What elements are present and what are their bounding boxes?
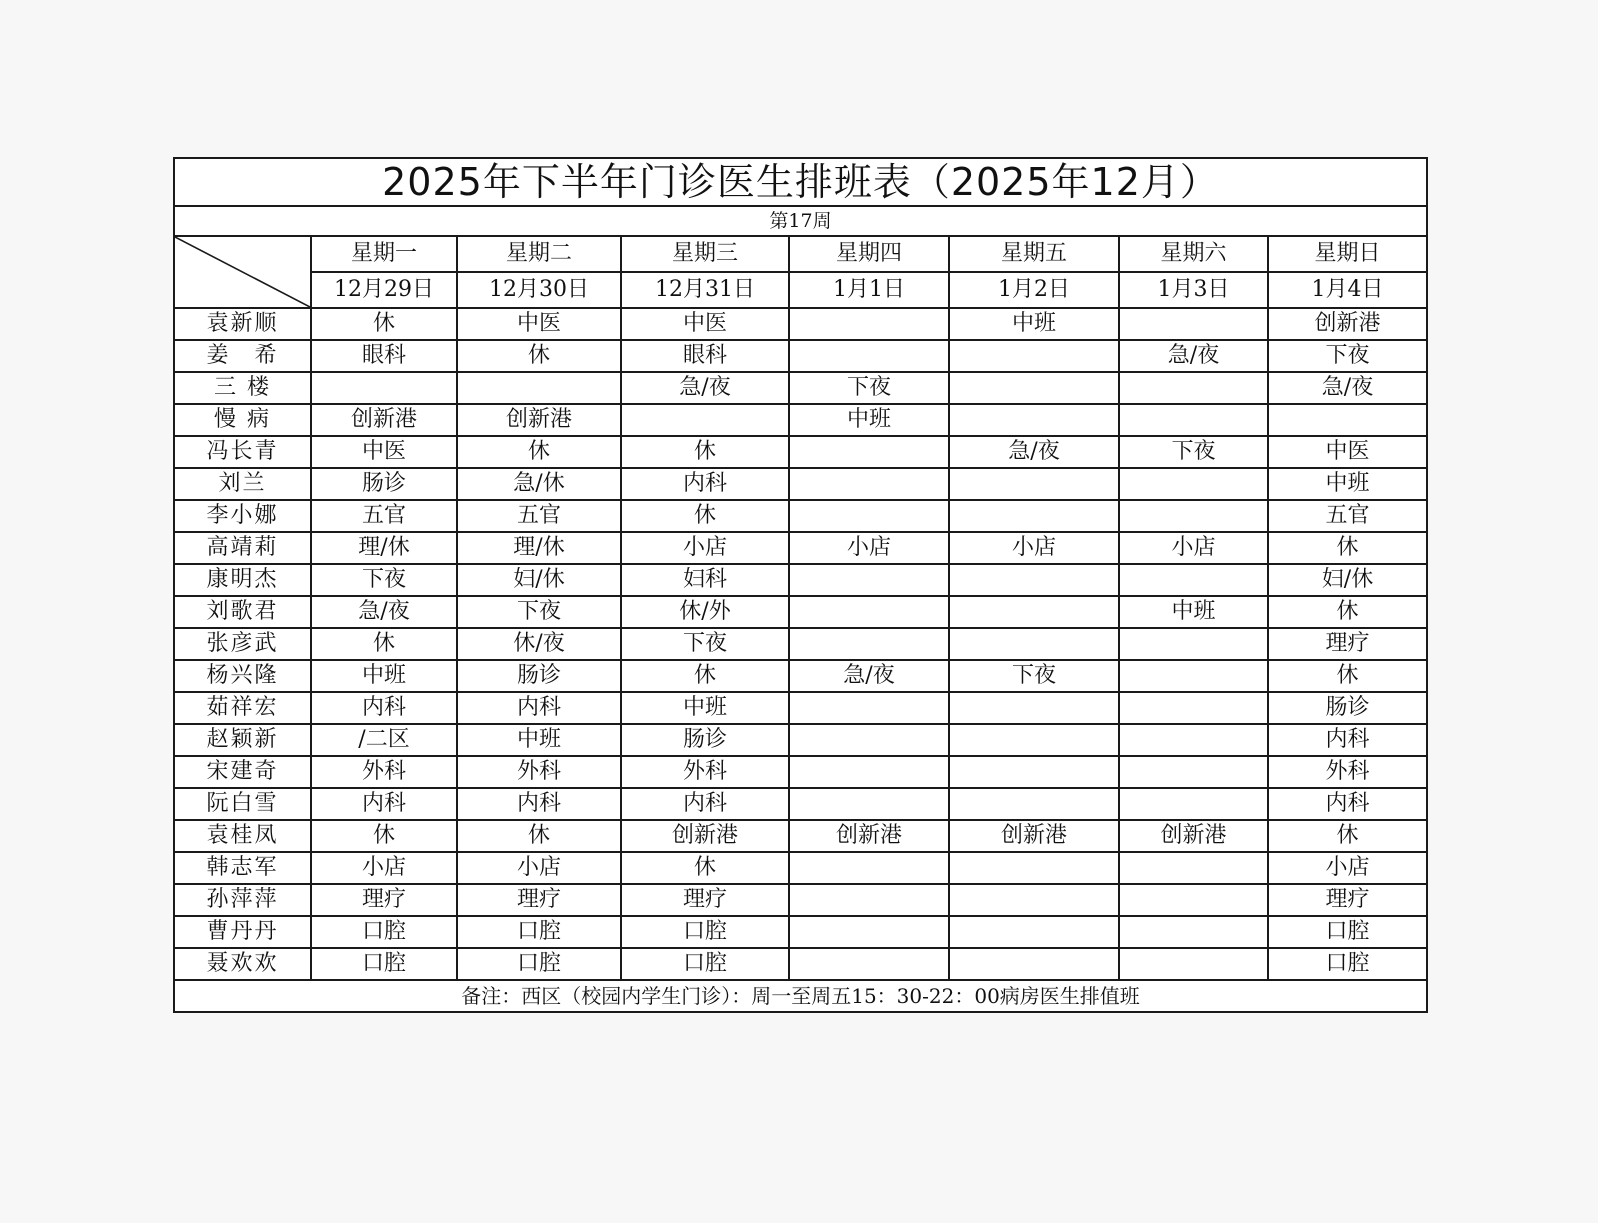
shift-cell: 中班 xyxy=(1119,596,1268,628)
shift-cell: 急/夜 xyxy=(311,596,457,628)
doctor-name: 刘歌君 xyxy=(174,596,311,628)
shift-cell: 口腔 xyxy=(457,948,621,980)
doctor-name: 赵颖新 xyxy=(174,724,311,756)
shift-cell xyxy=(1119,500,1268,532)
doctor-name: 康明杰 xyxy=(174,564,311,596)
doctor-name: 茹祥宏 xyxy=(174,692,311,724)
shift-cell: 中医 xyxy=(621,308,789,340)
shift-cell: 中班 xyxy=(949,308,1119,340)
shift-cell: 外科 xyxy=(1268,756,1427,788)
shift-cell xyxy=(789,340,949,372)
shift-cell xyxy=(1119,308,1268,340)
shift-cell: 下夜 xyxy=(1119,436,1268,468)
shift-cell: 休 xyxy=(1268,596,1427,628)
shift-cell xyxy=(311,372,457,404)
shift-cell: 口腔 xyxy=(1268,916,1427,948)
shift-cell xyxy=(949,340,1119,372)
shift-cell xyxy=(949,788,1119,820)
shift-cell xyxy=(789,628,949,660)
shift-cell: 休 xyxy=(457,820,621,852)
page-title: 2025年下半年门诊医生排班表（2025年12月） xyxy=(174,158,1427,206)
shift-cell xyxy=(949,500,1119,532)
shift-cell: 理疗 xyxy=(1268,628,1427,660)
shift-cell xyxy=(1268,404,1427,436)
shift-cell: 创新港 xyxy=(1268,308,1427,340)
shift-cell xyxy=(949,884,1119,916)
shift-cell: 下夜 xyxy=(311,564,457,596)
shift-cell: 下夜 xyxy=(949,660,1119,692)
shift-cell xyxy=(949,724,1119,756)
table-row xyxy=(174,468,1427,500)
shift-cell xyxy=(1119,916,1268,948)
shift-cell: 肠诊 xyxy=(457,660,621,692)
date-header: 12月30日 xyxy=(457,272,621,308)
table-row xyxy=(174,372,1427,404)
footer-note: 备注：西区（校园内学生门诊）：周一至周五15：30-22：00病房医生排值班 xyxy=(174,980,1427,1012)
shift-cell: 外科 xyxy=(457,756,621,788)
weekday-header: 星期五 xyxy=(949,236,1119,272)
shift-cell: 下夜 xyxy=(457,596,621,628)
shift-cell: 外科 xyxy=(311,756,457,788)
shift-cell xyxy=(949,372,1119,404)
shift-cell: 休/夜 xyxy=(457,628,621,660)
shift-cell xyxy=(949,468,1119,500)
table-row xyxy=(174,564,1427,596)
shift-cell: 休 xyxy=(621,660,789,692)
shift-cell xyxy=(457,372,621,404)
shift-cell: 理疗 xyxy=(457,884,621,916)
shift-cell: 小店 xyxy=(457,852,621,884)
shift-cell: 小店 xyxy=(949,532,1119,564)
weekday-header: 星期六 xyxy=(1119,236,1268,272)
shift-cell: 五官 xyxy=(457,500,621,532)
shift-cell: 理疗 xyxy=(311,884,457,916)
date-header: 1月4日 xyxy=(1268,272,1427,308)
shift-cell: 休/外 xyxy=(621,596,789,628)
shift-cell: /二区 xyxy=(311,724,457,756)
shift-cell: 内科 xyxy=(1268,788,1427,820)
shift-cell: 休 xyxy=(1268,660,1427,692)
doctor-name: 韩志军 xyxy=(174,852,311,884)
shift-cell: 小店 xyxy=(621,532,789,564)
shift-cell xyxy=(1119,692,1268,724)
shift-cell: 口腔 xyxy=(311,948,457,980)
shift-cell: 中班 xyxy=(1268,468,1427,500)
table-row xyxy=(174,788,1427,820)
shift-cell: 休 xyxy=(621,500,789,532)
table-row xyxy=(174,852,1427,884)
shift-cell: 中医 xyxy=(457,308,621,340)
shift-cell xyxy=(1119,724,1268,756)
table-row xyxy=(174,532,1427,564)
shift-cell: 中班 xyxy=(789,404,949,436)
shift-cell: 中班 xyxy=(621,692,789,724)
shift-cell xyxy=(1119,852,1268,884)
table-row xyxy=(174,820,1427,852)
doctor-name: 宋建奇 xyxy=(174,756,311,788)
date-header: 12月29日 xyxy=(311,272,457,308)
shift-cell xyxy=(789,468,949,500)
shift-cell: 肠诊 xyxy=(1268,692,1427,724)
doctor-name: 三 楼 xyxy=(174,372,311,404)
shift-cell: 五官 xyxy=(1268,500,1427,532)
schedule-table xyxy=(173,157,1428,1013)
shift-cell: 休 xyxy=(621,852,789,884)
table-row xyxy=(174,884,1427,916)
table-row xyxy=(174,628,1427,660)
table-row xyxy=(174,916,1427,948)
shift-cell xyxy=(789,788,949,820)
shift-cell xyxy=(1119,884,1268,916)
shift-cell: 急/夜 xyxy=(1119,340,1268,372)
shift-cell: 口腔 xyxy=(621,948,789,980)
doctor-name: 聂欢欢 xyxy=(174,948,311,980)
date-header: 1月3日 xyxy=(1119,272,1268,308)
shift-cell: 内科 xyxy=(621,468,789,500)
shift-cell: 创新港 xyxy=(311,404,457,436)
shift-cell xyxy=(789,916,949,948)
shift-cell xyxy=(1119,468,1268,500)
table-row xyxy=(174,340,1427,372)
shift-cell: 中班 xyxy=(311,660,457,692)
date-header: 1月1日 xyxy=(789,272,949,308)
schedule-sheet xyxy=(173,157,1426,1013)
shift-cell xyxy=(949,852,1119,884)
doctor-name: 冯长青 xyxy=(174,436,311,468)
shift-cell: 创新港 xyxy=(457,404,621,436)
shift-cell xyxy=(949,692,1119,724)
shift-cell: 眼科 xyxy=(311,340,457,372)
shift-cell: 急/夜 xyxy=(621,372,789,404)
shift-cell: 内科 xyxy=(1268,724,1427,756)
shift-cell xyxy=(949,916,1119,948)
table-row xyxy=(174,724,1427,756)
doctor-name: 李小娜 xyxy=(174,500,311,532)
shift-cell: 中班 xyxy=(457,724,621,756)
doctor-name: 阮白雪 xyxy=(174,788,311,820)
shift-cell: 休 xyxy=(457,436,621,468)
shift-cell: 理疗 xyxy=(621,884,789,916)
shift-cell: 内科 xyxy=(621,788,789,820)
weekday-header: 星期四 xyxy=(789,236,949,272)
doctor-name: 张彦武 xyxy=(174,628,311,660)
shift-cell xyxy=(789,756,949,788)
shift-cell xyxy=(789,948,949,980)
shift-cell xyxy=(1119,564,1268,596)
doctor-name: 杨兴隆 xyxy=(174,660,311,692)
shift-cell: 中医 xyxy=(311,436,457,468)
doctor-name: 高靖莉 xyxy=(174,532,311,564)
doctor-name: 姜 希 xyxy=(174,340,311,372)
shift-cell: 急/夜 xyxy=(789,660,949,692)
shift-cell: 休 xyxy=(621,436,789,468)
shift-cell: 口腔 xyxy=(311,916,457,948)
corner-diagonal-cell xyxy=(174,236,311,308)
week-label: 第17周 xyxy=(174,206,1427,236)
table-row xyxy=(174,404,1427,436)
shift-cell: 外科 xyxy=(621,756,789,788)
shift-cell: 妇科 xyxy=(621,564,789,596)
shift-cell: 肠诊 xyxy=(621,724,789,756)
weekday-header: 星期三 xyxy=(621,236,789,272)
shift-cell xyxy=(789,692,949,724)
shift-cell: 口腔 xyxy=(621,916,789,948)
shift-cell: 下夜 xyxy=(789,372,949,404)
shift-cell xyxy=(789,308,949,340)
shift-cell: 内科 xyxy=(311,788,457,820)
shift-cell xyxy=(1119,660,1268,692)
shift-cell: 创新港 xyxy=(789,820,949,852)
doctor-name: 孙萍萍 xyxy=(174,884,311,916)
shift-cell: 休 xyxy=(457,340,621,372)
shift-cell: 中医 xyxy=(1268,436,1427,468)
shift-cell: 急/休 xyxy=(457,468,621,500)
shift-cell: 理/休 xyxy=(457,532,621,564)
shift-cell: 理/休 xyxy=(311,532,457,564)
shift-cell: 内科 xyxy=(311,692,457,724)
shift-cell: 急/夜 xyxy=(1268,372,1427,404)
shift-cell: 眼科 xyxy=(621,340,789,372)
shift-cell: 创新港 xyxy=(621,820,789,852)
shift-cell: 休 xyxy=(311,628,457,660)
shift-cell xyxy=(789,884,949,916)
table-row xyxy=(174,948,1427,980)
shift-cell xyxy=(949,404,1119,436)
shift-cell: 急/夜 xyxy=(949,436,1119,468)
shift-cell xyxy=(1119,788,1268,820)
shift-cell: 口腔 xyxy=(1268,948,1427,980)
shift-cell: 休 xyxy=(1268,532,1427,564)
shift-cell: 创新港 xyxy=(949,820,1119,852)
shift-cell xyxy=(789,500,949,532)
table-row xyxy=(174,660,1427,692)
table-row xyxy=(174,436,1427,468)
shift-cell: 妇/休 xyxy=(457,564,621,596)
doctor-name: 袁桂凤 xyxy=(174,820,311,852)
shift-cell: 创新港 xyxy=(1119,820,1268,852)
shift-cell: 内科 xyxy=(457,788,621,820)
shift-cell xyxy=(1119,948,1268,980)
diagonal-line xyxy=(175,237,310,307)
shift-cell: 小店 xyxy=(1268,852,1427,884)
date-header: 12月31日 xyxy=(621,272,789,308)
shift-cell xyxy=(949,596,1119,628)
table-row xyxy=(174,500,1427,532)
shift-cell: 休 xyxy=(311,820,457,852)
table-row xyxy=(174,308,1427,340)
shift-cell: 小店 xyxy=(789,532,949,564)
shift-cell: 小店 xyxy=(1119,532,1268,564)
date-header: 1月2日 xyxy=(949,272,1119,308)
shift-cell xyxy=(1119,404,1268,436)
shift-cell: 妇/休 xyxy=(1268,564,1427,596)
shift-cell xyxy=(789,852,949,884)
shift-cell: 口腔 xyxy=(457,916,621,948)
shift-cell: 理疗 xyxy=(1268,884,1427,916)
shift-cell: 小店 xyxy=(311,852,457,884)
doctor-name: 慢 病 xyxy=(174,404,311,436)
shift-cell: 五官 xyxy=(311,500,457,532)
shift-cell xyxy=(789,596,949,628)
shift-cell xyxy=(789,436,949,468)
shift-cell: 休 xyxy=(1268,820,1427,852)
shift-cell: 休 xyxy=(311,308,457,340)
shift-cell xyxy=(949,564,1119,596)
weekday-header: 星期一 xyxy=(311,236,457,272)
shift-cell xyxy=(949,948,1119,980)
shift-cell: 内科 xyxy=(457,692,621,724)
shift-cell: 肠诊 xyxy=(311,468,457,500)
doctor-name: 刘兰 xyxy=(174,468,311,500)
shift-cell xyxy=(1119,372,1268,404)
shift-cell xyxy=(1119,628,1268,660)
table-row xyxy=(174,596,1427,628)
shift-cell: 下夜 xyxy=(621,628,789,660)
shift-cell xyxy=(949,628,1119,660)
doctor-name: 袁新顺 xyxy=(174,308,311,340)
shift-cell xyxy=(621,404,789,436)
shift-cell xyxy=(1119,756,1268,788)
table-row xyxy=(174,756,1427,788)
shift-cell xyxy=(789,724,949,756)
table-row xyxy=(174,692,1427,724)
weekday-header: 星期二 xyxy=(457,236,621,272)
weekday-header: 星期日 xyxy=(1268,236,1427,272)
shift-cell xyxy=(949,756,1119,788)
doctor-name: 曹丹丹 xyxy=(174,916,311,948)
shift-cell: 下夜 xyxy=(1268,340,1427,372)
shift-cell xyxy=(789,564,949,596)
